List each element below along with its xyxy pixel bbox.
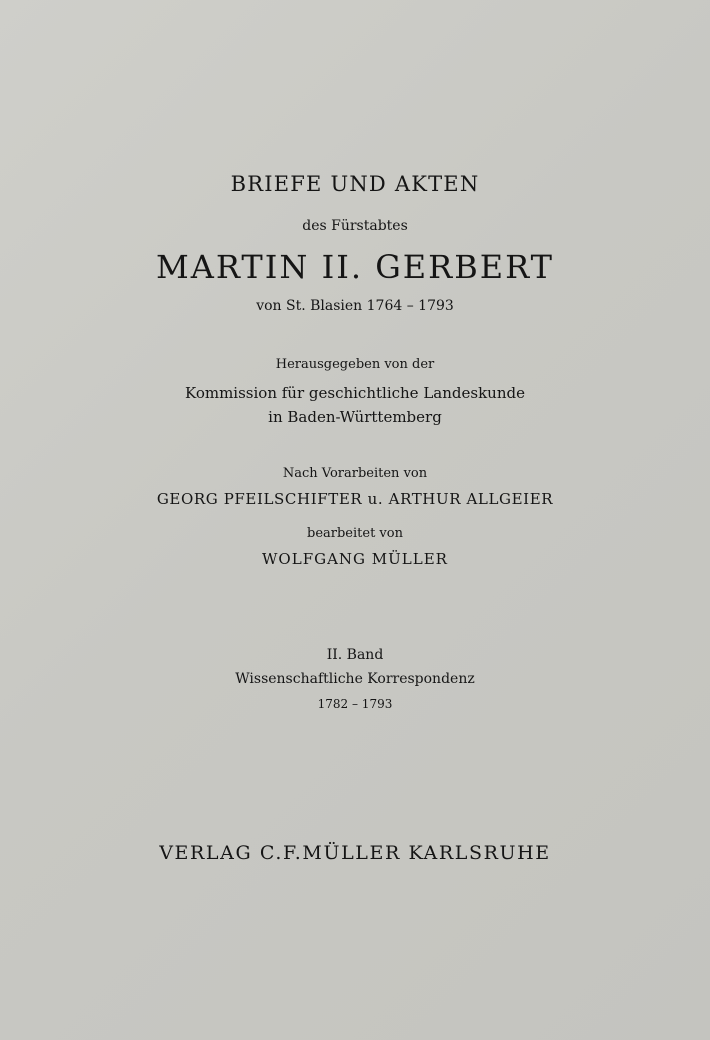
volume-number: II. Band [326,647,384,663]
commission-name: Kommission für geschichtliche Landeskunde [185,384,525,402]
subtitle-prince-abbot: des Fürstabtes [302,218,408,234]
commission-region: in Baden-Württemberg [268,408,442,426]
volume-title: Wissenschaftliche Korrespondenz [235,671,475,687]
publisher-imprint: VERLAG C.F.MÜLLER KARLSRUHE [159,842,551,864]
editor-name: WOLFGANG MÜLLER [262,550,448,568]
prework-intro: Nach Vorarbeiten von [282,466,428,481]
volume-years: 1782 – 1793 [317,697,393,711]
editor-intro: bearbeitet von [307,526,403,541]
prework-authors: GEORG PFEILSCHIFTER u. ARTHUR ALLGEIER [156,490,554,508]
publisher-intro: Herausgegeben von der [275,357,435,372]
subtitle-place-years: von St. Blasien 1764 – 1793 [256,298,454,314]
series-title: BRIEFE UND AKTEN [230,172,480,196]
main-title: MARTIN II. GERBERT [156,248,554,286]
